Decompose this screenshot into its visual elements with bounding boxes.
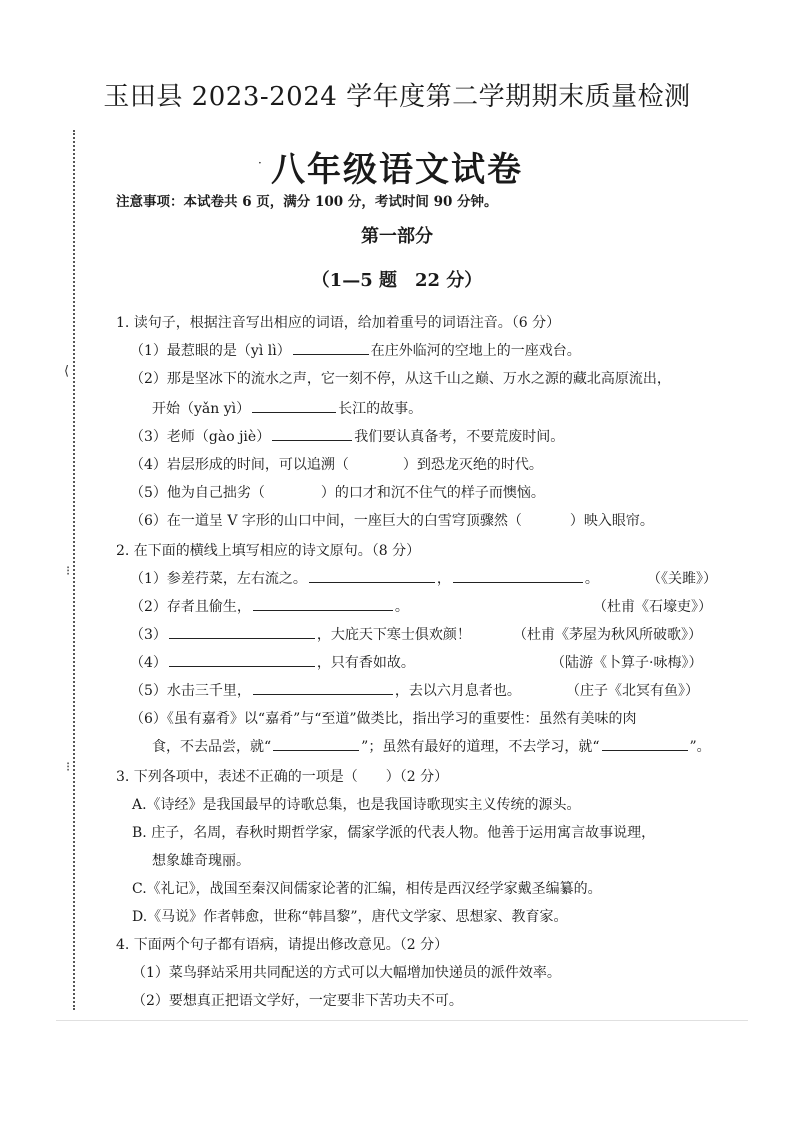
paper-title: 八年级语文试卷 bbox=[271, 150, 523, 190]
answer-blank[interactable] bbox=[453, 568, 583, 583]
question-2-item: 食，不去品尝，就“ ”；虽然有最好的道理，不去学习，就“ ”。 bbox=[152, 736, 711, 756]
question-2-item: （4） ，只有香如故。 bbox=[130, 652, 415, 672]
answer-blank[interactable] bbox=[602, 736, 688, 751]
part-title: 第一部分 bbox=[361, 226, 433, 247]
question-4-item: （2）要想真正把语文学好，一定要非下苦功夫不可。 bbox=[132, 993, 463, 1009]
answer-blank[interactable] bbox=[253, 596, 393, 611]
question-1-item: （4）岩层形成的时间，可以追溯（ ）到恐龙灭绝的时代。 bbox=[130, 457, 543, 473]
answer-blank[interactable] bbox=[272, 426, 352, 441]
margin-mark: ⟨ bbox=[64, 364, 70, 379]
question-4-stem: 4. 下面两个句子都有语病，请提出修改意见。（2 分） bbox=[116, 937, 449, 953]
option-c[interactable]: C.《礼记》，战国至秦汉间儒家论著的汇编，相传是西汉经学家戴圣编纂的。 bbox=[132, 881, 602, 897]
question-1-item: （5）他为自己拙劣（ ）的口才和沉不住气的样子而懊恼。 bbox=[130, 485, 545, 501]
margin-mark: ⁝ bbox=[66, 760, 71, 775]
question-2-item: （1）参差荇菜，左右流之。 ， 。 bbox=[130, 568, 599, 588]
poem-source: （庄子《北冥有鱼》） bbox=[566, 683, 699, 699]
question-4-item: （1）菜鸟驿站采用共同配送的方式可以大幅增加快递员的派件效率。 bbox=[132, 965, 561, 981]
question-1-stem: 1. 读句子，根据注音写出相应的词语，给加着重号的词语注音。（6 分） bbox=[116, 315, 561, 331]
answer-blank[interactable] bbox=[169, 624, 315, 639]
poem-source: （杜甫《茅屋为秋风所破歌》） bbox=[513, 627, 702, 643]
answer-blank[interactable] bbox=[309, 568, 435, 583]
stray-dot: · bbox=[258, 156, 262, 170]
poem-source: （陆游《卜算子·咏梅》） bbox=[551, 655, 703, 671]
poem-source: （《关雎》） bbox=[647, 571, 717, 587]
section-range: （1—5 题 22 分） bbox=[311, 270, 483, 291]
question-1-item: （6）在一道呈 V 字形的山口中间，一座巨大的白雪穹顶骤然（ ）映入眼帘。 bbox=[130, 513, 654, 529]
option-d[interactable]: D.《马说》作者韩愈，世称“韩昌黎”，唐代文学家、思想家、教育家。 bbox=[132, 909, 568, 925]
question-1-item: （3）老师（gào jiè） 我们要认真备考，不要荒废时间。 bbox=[130, 426, 564, 446]
option-b-continued: 想象雄奇瑰丽。 bbox=[152, 853, 250, 869]
question-1-item: （2）那是坚冰下的流水之声，它一刻不停，从这千山之巅、万水之源的藏北高原流出， bbox=[130, 371, 671, 387]
question-1-item: （1）最惹眼的是（yì lì） 在庄外临河的空地上的一座戏台。 bbox=[130, 340, 581, 360]
question-2-stem: 2. 在下面的横线上填写相应的诗文原句。（8 分） bbox=[116, 543, 421, 559]
answer-blank[interactable] bbox=[273, 736, 359, 751]
option-b[interactable]: B. 庄子，名周，春秋时期哲学家，儒家学派的代表人物。他善于运用寓言故事说理， bbox=[132, 825, 656, 841]
option-a[interactable]: A.《诗经》是我国最早的诗歌总集，也是我国诗歌现实主义传统的源头。 bbox=[132, 797, 581, 813]
question-2-item: （5）水击三千里， ，去以六月息者也。 bbox=[130, 680, 521, 700]
question-2-item: （2）存者且偷生， 。 bbox=[130, 596, 409, 616]
answer-blank[interactable] bbox=[252, 398, 336, 413]
answer-blank[interactable] bbox=[293, 340, 369, 355]
bottom-divider bbox=[56, 1020, 748, 1021]
answer-blank[interactable] bbox=[169, 652, 315, 667]
margin-mark: ⁝ bbox=[66, 564, 71, 579]
answer-blank[interactable] bbox=[253, 680, 393, 695]
question-2-item: （3） ，大庇天下寒士俱欢颜！ bbox=[130, 624, 471, 644]
exam-title: 玉田县 2023-2024 学年度第二学期期末质量检测 bbox=[103, 82, 691, 112]
question-2-item: （6）《虽有嘉肴》以“嘉肴”与“至道”做类比，指出学习的重要性：虽然有美味的肉 bbox=[130, 711, 637, 727]
question-1-item: 开始（yǎn yì） 长江的故事。 bbox=[152, 398, 422, 418]
question-3-stem: 3. 下列各项中，表述不正确的一项是（ ）（2 分） bbox=[116, 769, 449, 785]
binding-dotted-line bbox=[73, 130, 75, 1010]
notice-text: 注意事项：本试卷共 6 页，满分 100 分，考试时间 90 分钟。 bbox=[116, 194, 498, 210]
poem-source: （杜甫《石壕吏》） bbox=[593, 599, 712, 615]
